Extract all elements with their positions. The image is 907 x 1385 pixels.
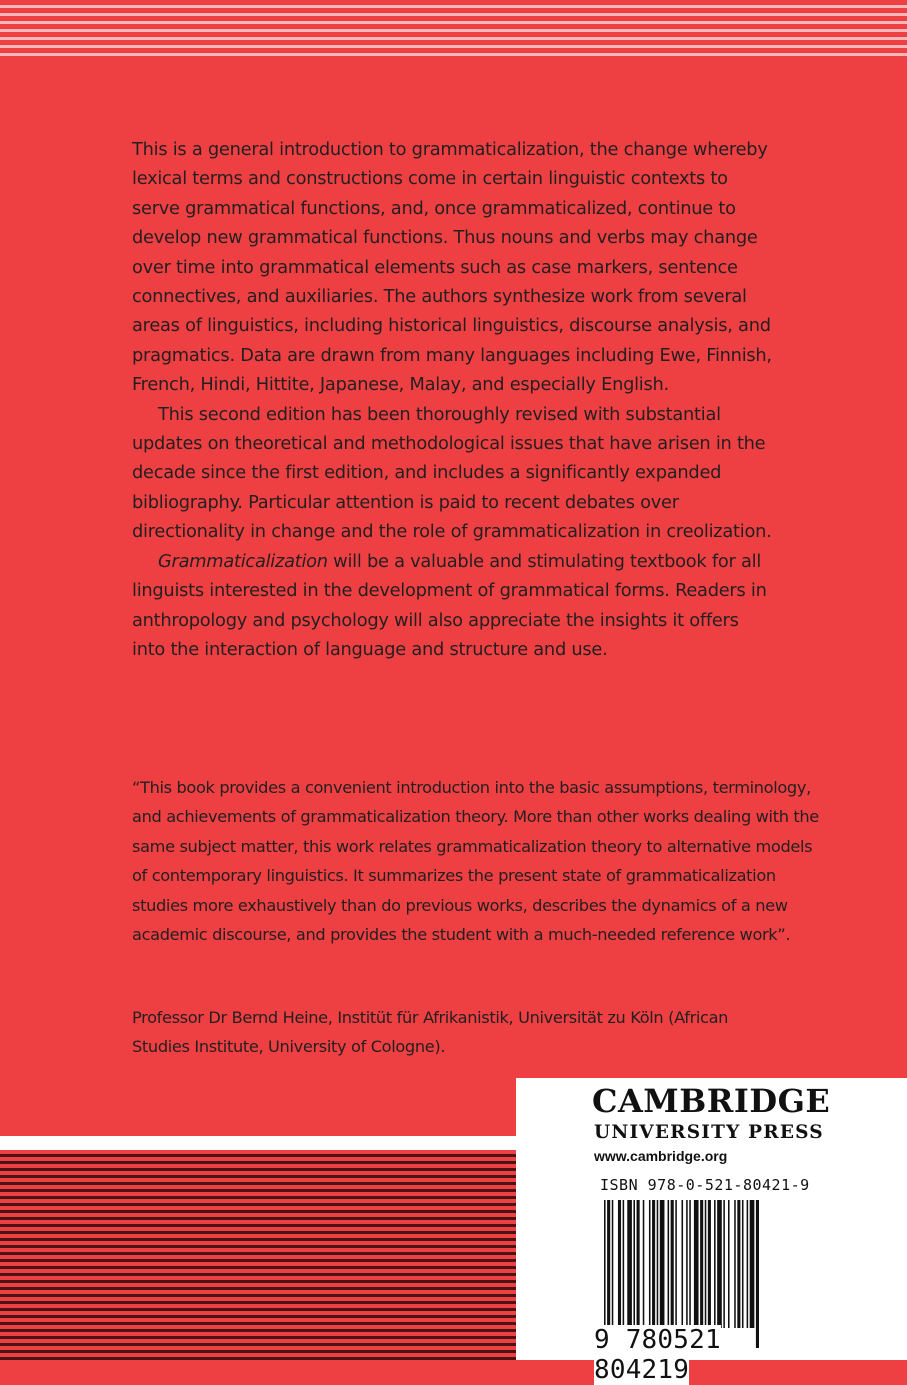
description-paragraph-2: This second edition has been thoroughly revised with substantial updates on theoretical and methodological issues that have arisen in the decade since the first edition, and includes a significantly expanded bibliography. Particular attention is paid to recent debates over directionality in change and the role of grammaticalization in creolization.	[132, 403, 772, 543]
review-quote-text: “This book provides a convenient introduction into the basic assumptions, terminology, and achievements of grammaticalization theory. More than other works dealing with the same subject matter, this work relates grammaticalization theory to alternative models of contemporary linguistics. It summarizes the present state of grammaticalization studies more exhaustively than do previous works, describes the dynamics of a new academic discourse, and provides the student with a much-needed reference work”.	[132, 778, 819, 945]
description-paragraph-3	[132, 547, 772, 665]
book-description	[132, 135, 772, 664]
review-attribution	[132, 1003, 732, 1062]
barcode-digits-text: 9 780521 804219	[594, 1325, 721, 1385]
white-divider-band	[0, 1136, 520, 1150]
description-paragraph-1: This is a general introduction to grammaticalization, the change whereby lexical terms and constructions come in certain linguistic contexts to serve grammatical functions, and, once grammaticalized, continue to develop new grammatical functions. Thus nouns and verbs may change over time into grammatical elements such as case markers, sentence connectives, and auxiliaries. The authors synthesize work from several areas of linguistics, including historical linguistics, discourse analysis, and pragmatics. Data are drawn from many languages including Ewe, Finnish, French, Hindi, Hittite, Japanese, Malay, and especially English.	[132, 139, 772, 396]
review-attribution-text: Professor Dr Bernd Heine, Institüt für Afrikanistik, Universität zu Köln (African Studies Institute, University of Cologne).	[132, 1008, 729, 1057]
isbn-label: ISBN 978-0-521-80421-9	[600, 1176, 810, 1194]
description-paragraph-3-text: will be a valuable and stimulating textbook for all linguists interested in the development of grammatical forms. Readers in anthropology and psychology will also appreciate the insights it offers into the interaction of language and structure and use.	[132, 550, 767, 660]
review-quote	[132, 773, 822, 949]
publisher-logo-name: CAMBRIDGE	[592, 1082, 831, 1120]
publisher-url: www.cambridge.org	[594, 1148, 728, 1164]
publisher-panel	[516, 1078, 907, 1385]
publisher-logo-subtitle: UNIVERSITY PRESS	[594, 1122, 824, 1143]
top-stripe-band	[0, 0, 907, 58]
bottom-stripe-band	[0, 1150, 520, 1360]
barcode-digits	[594, 1325, 824, 1385]
book-title-italic: Grammaticalization	[158, 550, 328, 572]
